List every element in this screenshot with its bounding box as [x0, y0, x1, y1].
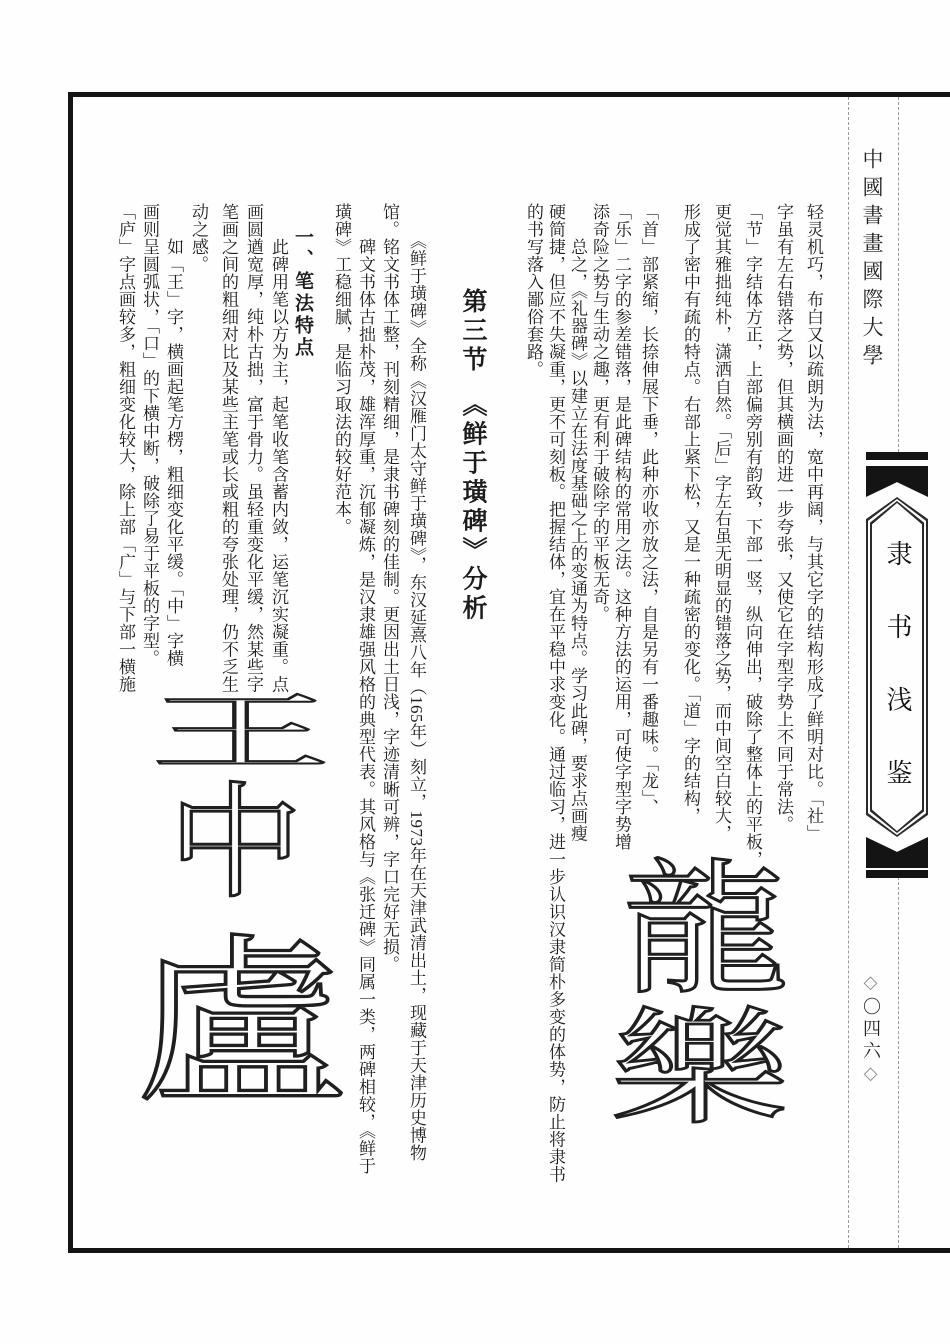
calligraphy-glyph: 中: [168, 776, 303, 914]
university-title: 中國書畫國際大學: [860, 148, 884, 372]
folio-diamond-top: ◇: [861, 972, 881, 997]
text-column: 画圆遒宽厚，纯朴古拙，富于骨力。虽轻重变化平缓，然某些字: [244, 203, 263, 693]
banner-bottom-bar: [866, 870, 928, 878]
book-title: 隶书浅鉴: [883, 540, 912, 832]
text-column: 碑文书体古拙朴茂，雄浑厚重，沉郁凝炼，是汉隶雄强风格的典型代表。其风格与《张迁碑》同属一类，两碑相较，《鲜于: [356, 238, 375, 1175]
text-column: 《鲜于璜碑》全称《汉雁门太守鲜于璜碑》，东汉延熹八年（165年）刻立，1973年在天津武清出土，现藏于天津历史博物: [407, 232, 426, 1162]
text-column: 形成了密中有疏的特点。右部上紧下松，又是一种疏密的变化。「道」字的结构，: [681, 203, 700, 825]
margin-rule-outer-top: [898, 97, 899, 452]
section-heading: 第三节 《鲜于璜碑》分析: [459, 288, 487, 624]
text-column: 总之，《礼器碑》以建立在法度基础之上的变通为特点。学习此碑，要求点画瘦: [568, 238, 587, 842]
text-column: 的书写落入鄙俗套路。: [524, 203, 543, 378]
subsection-heading: 一、笔法特点: [292, 227, 313, 359]
text-column: 画则呈圆弧状，「口」的下横中断，破除了易于平板的字型。: [140, 203, 159, 667]
text-column: 「首」部紧缩，长捺伸展下垂，此种亦收亦放之法，自是另有一番趣味。「龙」、: [639, 203, 658, 816]
text-column: 笔画之间的粗细对比及某些主笔或长或粗的夸张处理，仍不乏生: [219, 203, 238, 693]
margin-rule-inner: [848, 97, 849, 1248]
text-column: 璜碑》工稳细腻，是临习取法的较好范本。: [332, 203, 351, 536]
text-column: 如「王」字，横画起笔方楞，粗细变化平缓。「中」字横: [164, 238, 183, 667]
text-column: 动之感。: [189, 203, 208, 273]
calligraphy-glyph: 龍: [622, 852, 789, 1012]
text-column: 字虽有左右错落之势，但其横画的进一步夸张，又使它在字型字势上不同于常法。: [774, 203, 793, 833]
text-column: 「乐」二字的参差错落，是此碑结构的常用之法。这种方法的运用，可使字型字势增: [612, 203, 631, 851]
bookmark-banner: [866, 452, 928, 878]
text-column: 此碑用笔以方为主，起笔收笔含蓄内敛，运笔沉实凝重。点: [269, 238, 288, 693]
banner-bottom-chevron: [866, 837, 928, 868]
calligraphy-glyph: 樂: [610, 1001, 790, 1141]
text-column: 「节」字结体方正，上部偏旁别有韵致，下部一竖，纵向伸出，破除了整体上的平板，: [743, 203, 762, 868]
folio-digits: 〇四六: [861, 997, 881, 1063]
calligraphy-glyph: 王: [150, 688, 332, 780]
banner-top-bar: [866, 452, 928, 460]
text-column: 轻灵机巧，布白又以疏朗为法，宽中再阔，与其它字的结构形成了鲜明对比。「社」: [804, 203, 823, 842]
text-column: 添奇险之势与生动之趣，更有利于破除字的平板无奇。: [590, 203, 609, 623]
margin-rule-outer-bottom: [898, 877, 899, 1248]
text-column: 硬简捷，但应不失凝重，更不可刻板。把握结体，宜在平稳中求变化。通过临习，进一步认识汉隶简朴多变的体势，防止将隶书: [546, 203, 565, 1183]
text-column: 馆。铭文书体工整，刊刻精细，是隶书碑刻的佳制。更因出土日浅，字迹清晰可辨，字口完好无损。: [380, 203, 399, 973]
folio-number: [862, 972, 880, 1088]
text-column: 更觉其雅拙纯朴，潇洒自然。「后」字左右虽无明显的错落之势，而中间空白较大，: [712, 203, 731, 842]
calligraphy-glyph: 盧: [135, 925, 347, 1127]
folio-diamond-bottom: ◇: [861, 1063, 881, 1088]
text-column: 「庐」字点画较多，粗细变化较大，除上部「广」与下部一横施: [116, 203, 135, 693]
banner-top-chevron: [866, 466, 928, 497]
